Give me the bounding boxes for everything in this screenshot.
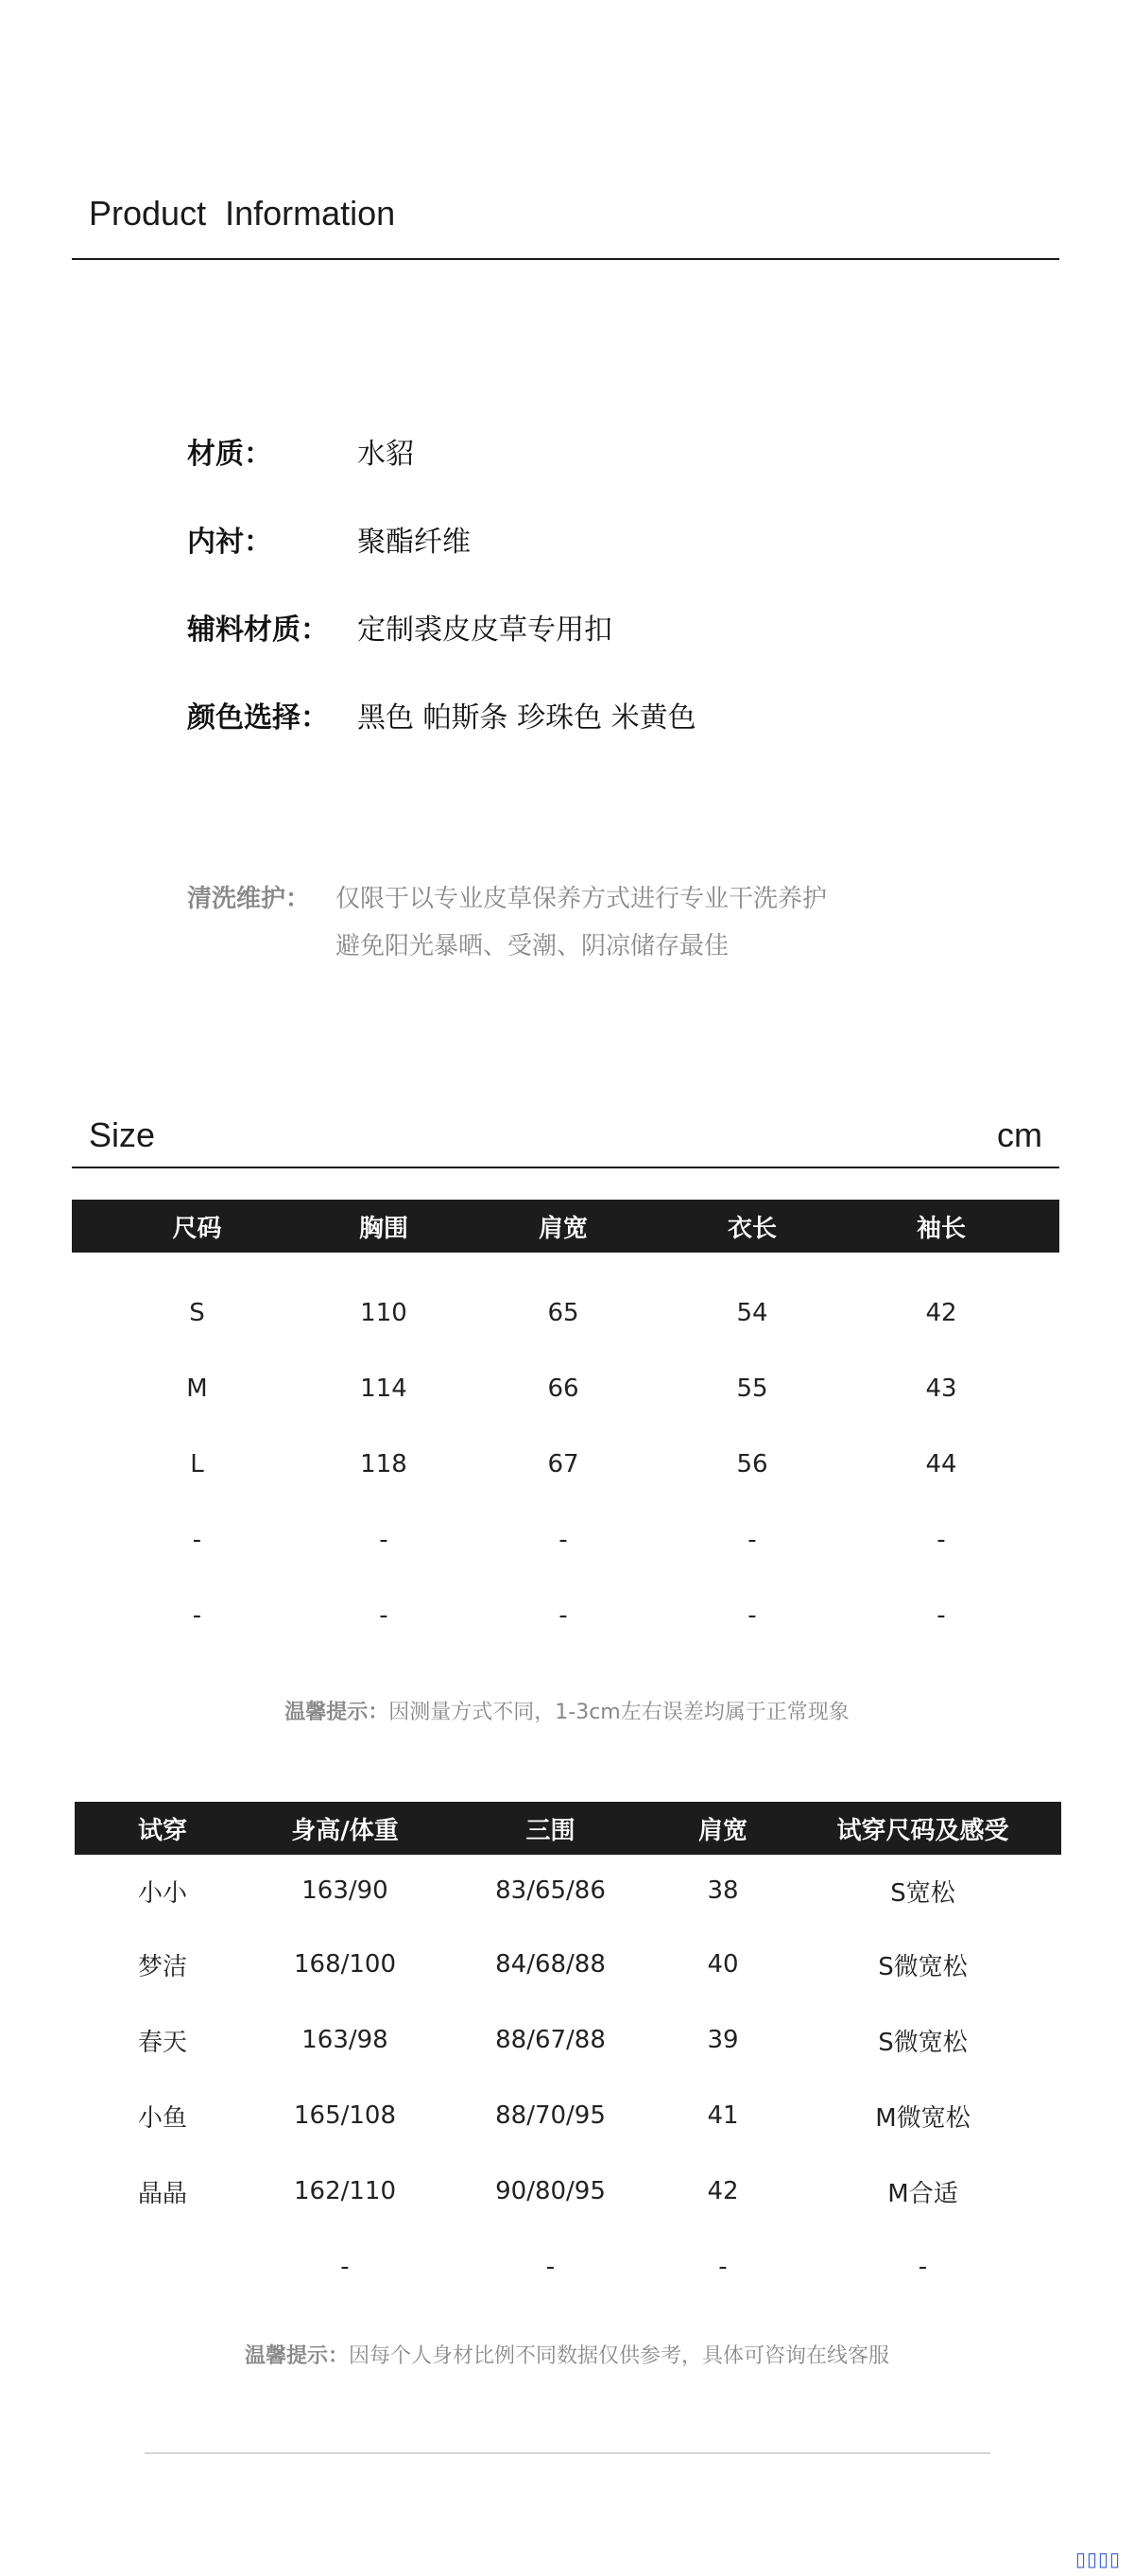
note-label: 温馨提示：: [284, 1701, 389, 1724]
table-cell: 110: [360, 1299, 407, 1327]
table-cell: -: [379, 1601, 388, 1630]
table-cell: 83/65/86: [495, 1876, 606, 1905]
header-cell: 三围: [525, 1816, 576, 1845]
size-unit: cm: [997, 1115, 1042, 1154]
table-row: [75, 2229, 1061, 2305]
footer-divider: [145, 2452, 990, 2454]
attribute-value: 聚酯纤维: [357, 526, 471, 559]
table-cell: -: [558, 1601, 568, 1630]
size-section-title: [72, 1115, 1059, 1168]
table-cell: 43: [925, 1374, 957, 1403]
table-cell: 168/100: [293, 1950, 396, 1979]
header-cell: 肩宽: [538, 1214, 588, 1243]
table-cell: 55: [736, 1374, 768, 1403]
table-cell: 晶晶: [137, 2179, 187, 2208]
table-cell: 44: [925, 1450, 957, 1478]
table-row: [75, 1927, 1061, 2002]
table-cell: 56: [736, 1450, 768, 1478]
table-cell: -: [918, 2253, 928, 2281]
header-cell: 试穿: [137, 1816, 187, 1845]
table-row: [75, 2002, 1061, 2078]
table-row: [75, 2078, 1061, 2153]
care-instructions: [187, 879, 827, 974]
try-on-note: [0, 2340, 1134, 2369]
attribute-label: 辅料材质：: [187, 614, 329, 647]
table-cell: 66: [547, 1374, 579, 1403]
size-heading: Size: [89, 1115, 156, 1154]
table-cell: 梦洁: [137, 1952, 187, 1981]
note-label: 温馨提示：: [244, 2344, 349, 2368]
table-row: [75, 2153, 1061, 2229]
attribute-value: 定制裘皮皮草专用扣: [357, 614, 612, 647]
care-label: 清洗维护：: [187, 885, 311, 913]
attribute-label: 颜色选择：: [187, 701, 329, 735]
table-cell: 163/90: [301, 1876, 388, 1905]
table-cell: 小鱼: [137, 2103, 187, 2133]
table-cell: 54: [736, 1299, 768, 1327]
attribute-value: 黑色 帕斯条 珍珠色 米黄色: [357, 701, 696, 735]
table-cell: M合适: [887, 2179, 958, 2208]
note-text: 因测量方式不同，1-3cm左右误差均属于正常现象: [388, 1701, 850, 1724]
table-cell: -: [747, 1601, 757, 1630]
size-note: [0, 1696, 1134, 1725]
table-cell: -: [936, 1526, 946, 1554]
attribute-value: 水貂: [357, 438, 414, 471]
table-cell: 38: [707, 1876, 739, 1905]
table-cell: -: [558, 1526, 568, 1554]
care-line: 避免阳光暴晒、受潮、阴凉储存最佳: [335, 932, 730, 960]
table-cell: -: [718, 2253, 728, 2281]
try-on-table-header: [75, 1802, 1061, 1855]
table-cell: 88/67/88: [495, 2026, 606, 2054]
table-cell: S微宽松: [878, 2028, 968, 2057]
attribute-row-lining: [187, 518, 696, 606]
table-cell: [75, 2229, 250, 2305]
header-cell: 衣长: [727, 1214, 777, 1243]
table-cell: 84/68/88: [495, 1950, 606, 1979]
attribute-label: 内衬：: [187, 526, 272, 559]
table-row: [72, 1426, 1059, 1502]
table-cell: 41: [707, 2101, 739, 2130]
table-cell: S微宽松: [878, 1952, 968, 1981]
table-cell: L: [190, 1450, 204, 1478]
header-cell: 肩宽: [697, 1816, 747, 1845]
header-cell: 试穿尺码及感受: [836, 1816, 1009, 1845]
table-cell: -: [192, 1601, 202, 1630]
attribute-label: 材质：: [187, 438, 272, 471]
table-cell: 90/80/95: [495, 2177, 606, 2205]
table-cell: M微宽松: [875, 2103, 971, 2133]
table-cell: -: [747, 1526, 757, 1554]
table-cell: S宽松: [890, 1878, 955, 1908]
table-cell: 65: [547, 1299, 579, 1327]
header-cell: 身高/体重: [291, 1816, 399, 1845]
table-cell: 165/108: [293, 2101, 396, 2130]
table-row: [72, 1351, 1059, 1426]
note-text: 因每个人身材比例不同数据仅供参考，具体可咨询在线客服: [349, 2344, 890, 2368]
product-information-title: [72, 194, 1059, 260]
attribute-row-accessory: [187, 606, 696, 694]
table-row: [72, 1502, 1059, 1578]
table-cell: -: [192, 1526, 202, 1554]
product-attributes: [187, 430, 696, 782]
table-cell: 春天: [137, 2028, 187, 2057]
corner-mark: ▯▯▯▯: [1074, 2548, 1121, 2570]
table-cell: -: [340, 2253, 350, 2281]
product-information-heading: Product Information: [89, 194, 396, 233]
table-cell: 42: [925, 1299, 957, 1327]
table-cell: 162/110: [293, 2177, 396, 2205]
table-cell: 42: [707, 2177, 739, 2205]
table-cell: 114: [360, 1374, 407, 1403]
attribute-row-material: [187, 430, 696, 518]
header-cell: 袖长: [916, 1214, 966, 1243]
table-row: [72, 1253, 1059, 1351]
table-row: [75, 1855, 1061, 1927]
table-cell: M: [186, 1374, 208, 1403]
table-cell: S: [189, 1299, 205, 1327]
header-cell: 尺码: [172, 1214, 222, 1243]
table-cell: 118: [360, 1450, 407, 1478]
table-cell: -: [936, 1601, 946, 1630]
table-cell: 小小: [137, 1878, 187, 1908]
table-cell: 39: [707, 2026, 739, 2054]
try-on-table: [75, 1802, 1061, 2305]
table-cell: 163/98: [301, 2026, 388, 2054]
size-table-header: [72, 1200, 1059, 1253]
header-cell: 胸围: [358, 1214, 408, 1243]
table-cell: 40: [707, 1950, 739, 1979]
table-cell: -: [545, 2253, 556, 2281]
table-cell: 88/70/95: [495, 2101, 606, 2130]
size-table: [72, 1200, 1059, 1653]
attribute-row-color: [187, 694, 696, 782]
table-cell: -: [379, 1526, 388, 1554]
table-cell: 67: [547, 1450, 579, 1478]
table-row: [72, 1578, 1059, 1653]
care-line: 仅限于以专业皮草保养方式进行专业干洗养护: [335, 885, 828, 913]
